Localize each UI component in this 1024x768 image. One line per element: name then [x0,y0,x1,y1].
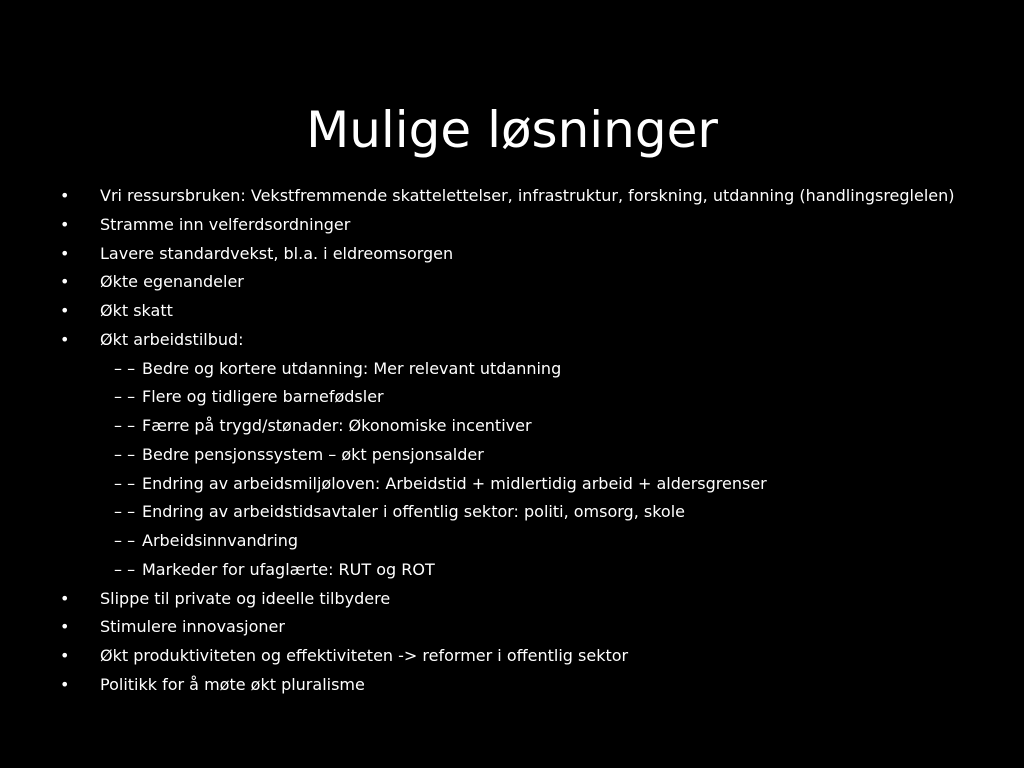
bullet-icon: • [60,301,70,320]
list-item-text: Bedre og kortere utdanning: Mer relevant utdanning [142,358,562,378]
bullet-icon: • [60,186,70,205]
list-item [0,182,1024,211]
dash-marker-icon: – – [114,387,136,407]
sub-list-item [0,383,1024,412]
dash-marker-icon: – – [114,531,136,550]
list-item-text: Slippe til private og ideelle tilbydere [100,588,391,608]
list-item [0,240,1024,269]
list-item-text: Bedre pensjonssystem – økt pensjonsalder [142,444,484,464]
sub-list-item [0,470,1024,499]
list-item-text: Stimulere innovasjoner [100,617,285,637]
dash-marker-icon: – – [114,473,136,493]
bullet-icon: • [60,272,70,292]
list-item-text: Økte egenandeler [100,272,244,292]
bullet-icon: • [60,646,70,665]
list-item [0,297,1024,326]
bullet-icon: • [60,588,70,608]
list-item [0,585,1024,614]
slide-title: Mulige løsninger [306,100,718,159]
list-item [0,268,1024,297]
list-item-text: Lavere standardvekst, bl.a. i eldreomsorgen [100,243,454,263]
dash-marker-icon: – – [114,559,136,579]
list-item-text: Økt skatt [100,301,173,320]
list-item-text: Flere og tidligere barnefødsler [142,387,384,407]
dash-marker-icon: – – [114,416,136,435]
list-item-text: Økt arbeidstilbud: [100,329,244,349]
list-item-text: Markeder for ufaglærte: RUT og ROT [142,559,435,579]
sub-list-item [0,498,1024,527]
list-item-text: Stramme inn velferdsordninger [100,214,351,234]
sub-list-item [0,556,1024,585]
list-item [0,613,1024,642]
list-item-text: Endring av arbeidsmiljøloven: Arbeidstid + midlertidig arbeid + aldersgrenser [142,473,767,493]
bullet-icon: • [60,617,70,637]
list-item-text: Færre på trygd/stønader: Økonomiske incentiver [142,416,532,435]
bullet-icon: • [60,329,70,349]
dash-marker-icon: – – [114,358,136,378]
list-item [0,671,1024,700]
list-item [0,211,1024,240]
sub-list-item [0,355,1024,384]
list-item-text: Politikk for å møte økt pluralisme [100,674,365,694]
dash-marker-icon: – – [114,502,136,522]
list-item-text: Endring av arbeidstidsavtaler i offentlig sektor: politi, omsorg, skole [142,502,685,522]
sub-list-item [0,441,1024,470]
bullet-icon: • [60,243,70,263]
dash-marker-icon: – – [114,444,136,464]
list-item [0,642,1024,671]
bullet-icon: • [60,674,70,694]
sub-list-item [0,412,1024,441]
list-item [0,326,1024,355]
list-item-text: Vri ressursbruken: Vekstfremmende skattelettelser, infrastruktur, forskning, utdanning (handlingsreglelen) [100,186,955,205]
bullet-list [0,182,1024,700]
list-item-text: Økt produktiviteten og effektiviteten -> reformer i offentlig sektor [100,646,629,665]
list-item-text: Arbeidsinnvandring [142,531,299,550]
sub-list-item [0,527,1024,556]
bullet-icon: • [60,214,70,234]
